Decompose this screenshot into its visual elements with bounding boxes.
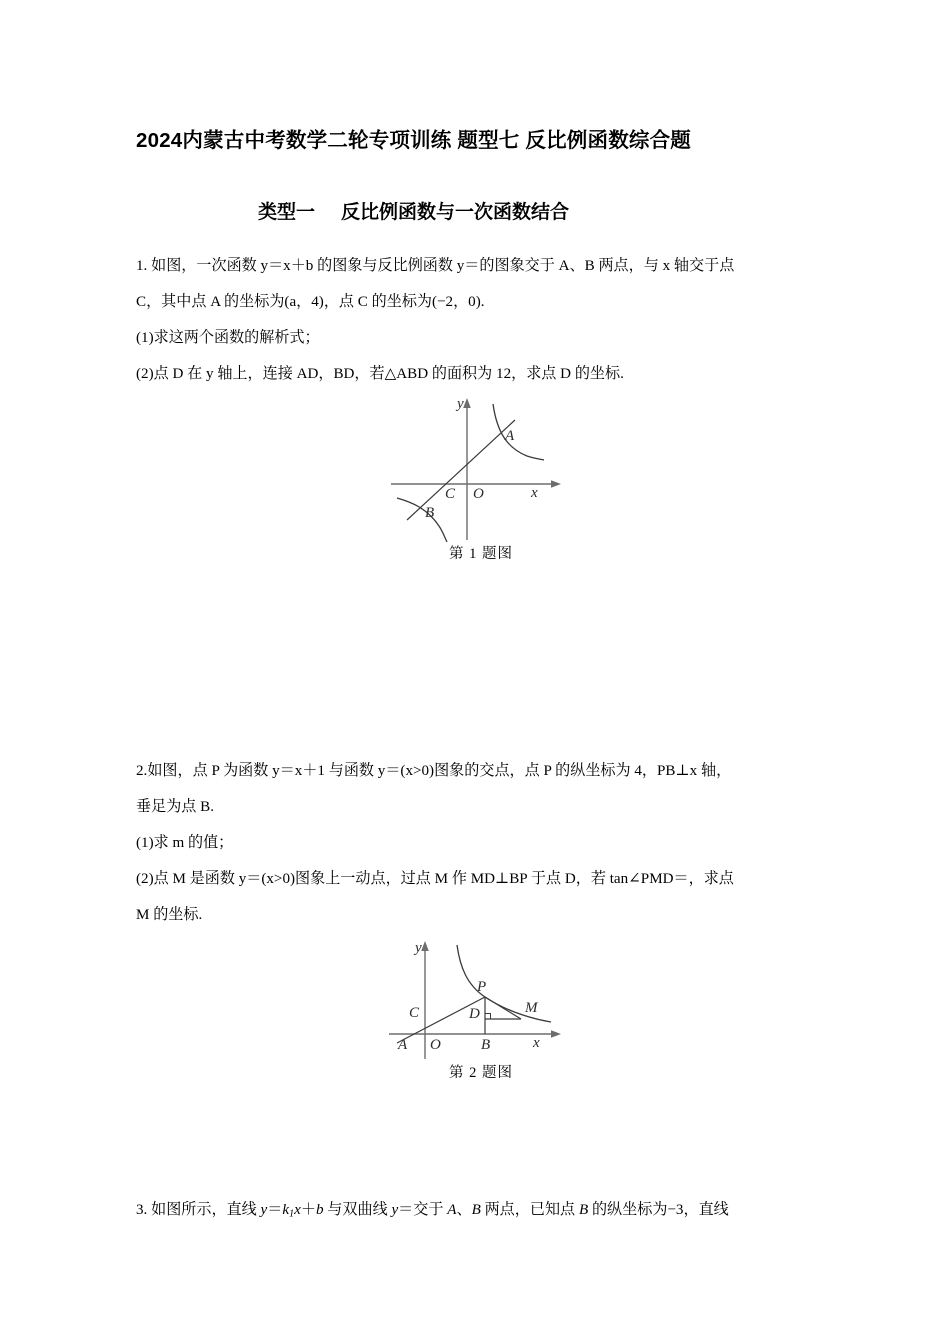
- problem-3-line-1: 3. 如图所示，直线 $y=k_1x+b$ 与双曲线 y＝交于 A、B 两点，已知点 B 的纵坐标为−3，直线: [136, 1201, 729, 1220]
- page-title: 2024内蒙古中考数学二轮专项训练 题型七 反比例函数综合题: [136, 129, 691, 152]
- point-label-B: B: [425, 504, 435, 521]
- figure-2-caption: 第 2 题图: [449, 1064, 513, 1081]
- problem-2-line-2: 垂足为点 B.: [136, 798, 214, 815]
- x-axis-label-2: x: [533, 1034, 540, 1051]
- problem-1-line-4: (2)点 D 在 y 轴上，连接 AD，BD，若△ABD 的面积为 12，求点 D 的坐标.: [136, 365, 624, 382]
- point-label-C: C: [409, 1004, 420, 1021]
- y-axis-label-2: y: [415, 939, 422, 956]
- problem-1: [136, 248, 826, 392]
- figure-2-wrap: [136, 933, 826, 1061]
- x-axis-arrow: [551, 480, 561, 488]
- vertical-spacer-1: [136, 563, 826, 753]
- vertical-spacer-2: [136, 1082, 826, 1192]
- point-label-D: D: [469, 1005, 480, 1022]
- figure-2-block: [136, 933, 826, 1082]
- hyperbola-branch-q3: [397, 498, 447, 542]
- y-axis-arrow-2: [421, 941, 429, 951]
- problem-2-line-4: (2)点 M 是函数 y＝(x>0)图象上一动点，过点 M 作 MD⊥BP 于点 D，若 tan∠PMD＝，求点: [136, 870, 734, 887]
- point-label-P: P: [477, 978, 487, 995]
- hyperbola-branch-q1: [493, 404, 544, 460]
- hyperbola-line-figure-1: [381, 392, 581, 542]
- right-angle-mark-D: [485, 1013, 491, 1019]
- problem-2: [136, 753, 826, 933]
- x-axis-label: x: [531, 484, 538, 501]
- point-label-M: M: [525, 999, 538, 1016]
- problem-1-line-3: (1)求这两个函数的解析式；: [136, 329, 320, 346]
- x-axis-arrow-2: [551, 1030, 561, 1038]
- problem-3: [136, 1192, 826, 1233]
- problem-2-line-5: M 的坐标.: [136, 906, 203, 923]
- section-heading-label: 类型一: [258, 201, 316, 223]
- y-axis-label: y: [457, 395, 464, 412]
- origin-label-O: O: [473, 485, 484, 502]
- section-heading: [258, 197, 826, 224]
- origin-label-O-2: O: [430, 1036, 441, 1053]
- problem-1-line-1: 1. 如图，一次函数 y＝x＋b 的图象与反比例函数 y＝的图象交于 A、B 两点，与 x 轴交于点: [136, 257, 735, 274]
- page-content: [136, 0, 826, 1232]
- point-label-C: C: [445, 485, 456, 502]
- problem-2-line-3: (1)求 m 的值；: [136, 834, 234, 851]
- figure-1-caption: 第 1 题图: [449, 545, 513, 562]
- figure-1-block: [136, 392, 826, 563]
- figure-1-wrap: [136, 392, 826, 542]
- problem-1-line-2: C，其中点 A 的坐标为(a，4)，点 C 的坐标为(−2，0).: [136, 293, 485, 310]
- hyperbola-line-figure-2: [381, 933, 581, 1061]
- point-label-B: B: [481, 1036, 491, 1053]
- point-label-A: A: [398, 1036, 408, 1053]
- y-axis-arrow: [463, 398, 471, 408]
- problem-2-line-1: 2.如图，点 P 为函数 y＝x＋1 与函数 y＝(x>0)图象的交点，点 P 的纵坐标为 4，PB⊥x 轴，: [136, 762, 732, 779]
- point-label-A: A: [505, 427, 515, 444]
- section-heading-text: 反比例函数与一次函数结合: [341, 201, 570, 223]
- linear-function-line: [407, 420, 515, 520]
